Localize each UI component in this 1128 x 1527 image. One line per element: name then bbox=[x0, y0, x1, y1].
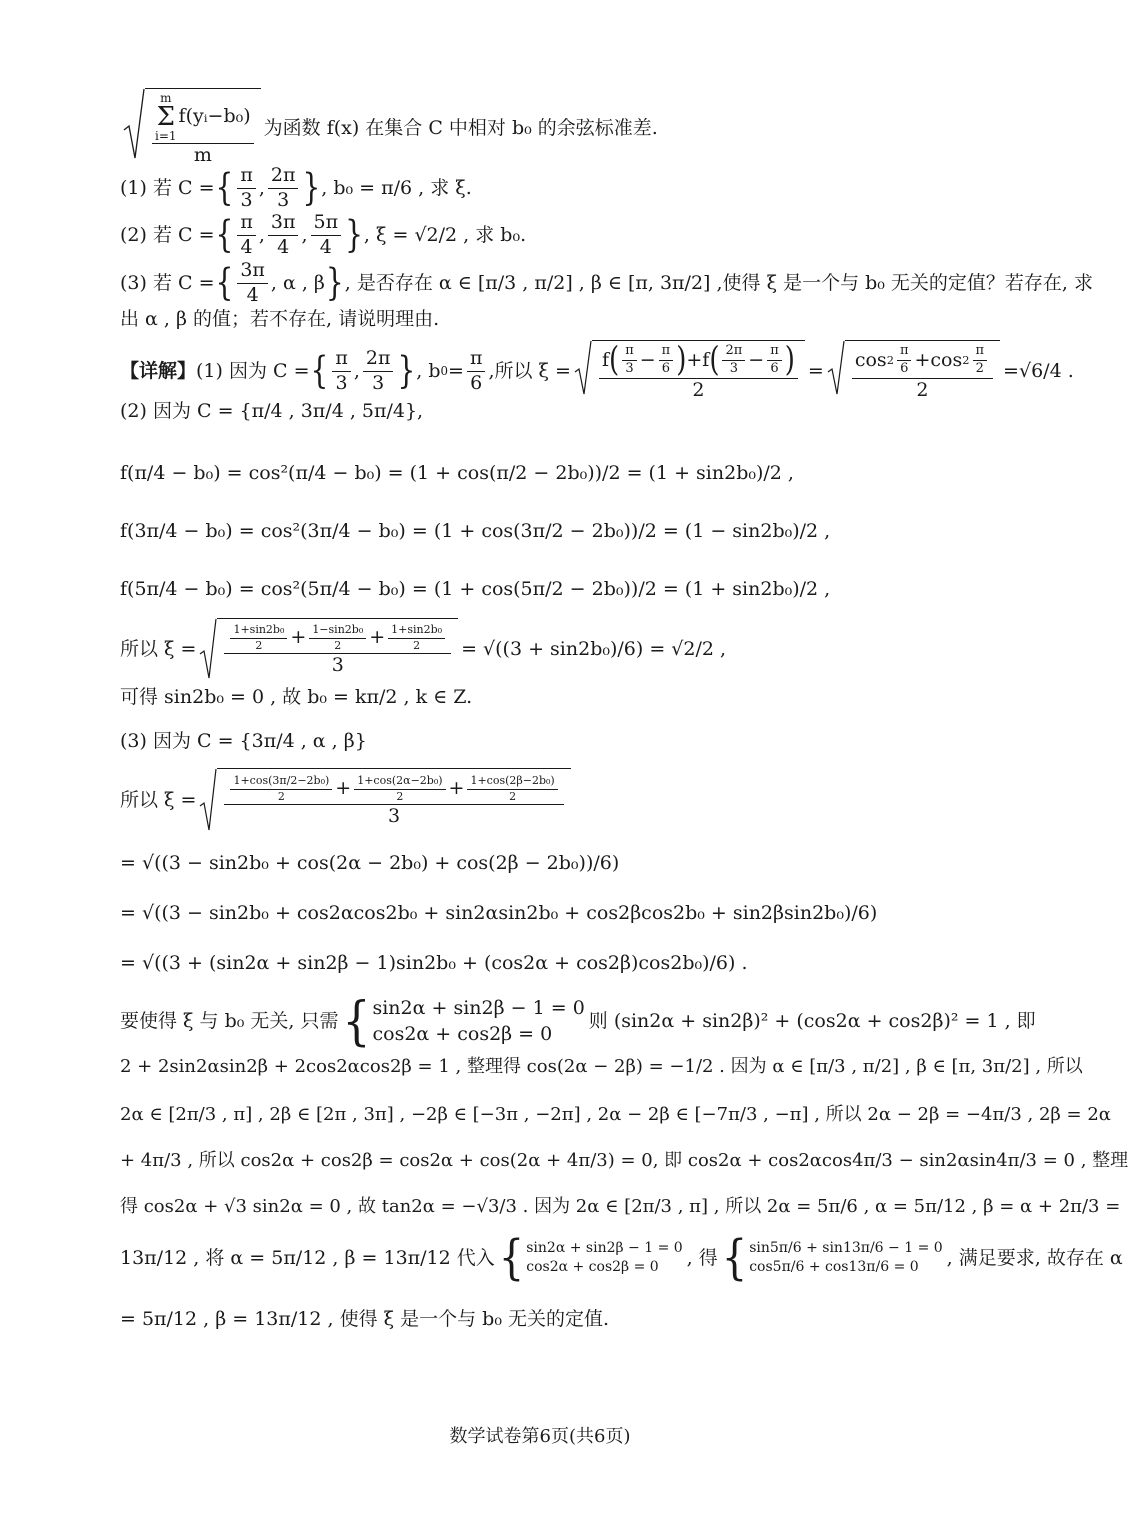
q3-mid: , 是否存在 α ∈ [π/3 , π/2] , β ∈ [π, 3π/2] , bbox=[344, 271, 723, 294]
q3-prefix: (3) 若 C = bbox=[120, 271, 215, 294]
proof-line-3: + 4π/3 , 所以 cos2α + cos2β = cos2α + cos(2α + 4π/3) = 0, 即 cos2α + cos2αcos4π/3 − sin2αsin4π/3 = 0 , 整理 bbox=[120, 1150, 1128, 1171]
question-1: (1) 若 C = { $\frac{\pi}{3}$ , $\frac{2\pi}{3}$ } , b₀ = π/6 , 求 ξ. bbox=[120, 164, 472, 211]
definition-text: 为函数 f(x) 在集合 C 中相对 b₀ 的余弦标准差. bbox=[263, 116, 658, 139]
eq-c: = √((3 + (sin2α + sin2β − 1)sin2b₀ + (cos2α + cos2β)cos2b₀)/6) . bbox=[120, 952, 748, 974]
cond-tail: 则 (sin2α + sin2β)² + (cos2α + cos2β)² = 1 , 即 bbox=[588, 1010, 1036, 1033]
eq-a: = √((3 − sin2b₀ + cos(2α − 2b₀) + cos(2β − 2b₀))/6) bbox=[120, 852, 620, 874]
eq-b: = √((3 − sin2b₀ + cos2αcos2b₀ + sin2αsin2b₀ + cos2βcos2b₀ + sin2βsin2b₀)/6) bbox=[120, 902, 878, 924]
proof-line-5-tail: , 满足要求, 故存在 α bbox=[946, 1246, 1123, 1269]
sum-lower-limit: i=1 bbox=[155, 129, 177, 143]
f-eq-2: f(3π/4 − b₀) = cos²(3π/4 − b₀) = (1 + cos(3π/2 − 2b₀))/2 = (1 − sin2b₀)/2 , bbox=[120, 520, 831, 542]
q2-prefix: (2) 若 C = bbox=[120, 223, 215, 246]
k-line: 可得 sin2b₀ = 0 , 故 b₀ = kπ/2 , k ∈ Z. bbox=[120, 686, 473, 708]
cond-system: { sin2α + sin2β − 1 = 0 cos2α + cos2β = 0 bbox=[342, 990, 585, 1052]
sum-symbol: m Σ i=1 bbox=[155, 91, 177, 143]
solution-tag: 【详解】 bbox=[120, 359, 197, 382]
sub-eq-4: cos5π/6 + cos13π/6 = 0 bbox=[749, 1259, 919, 1275]
xi3-label: 所以 ξ = bbox=[120, 788, 197, 811]
proof-line-5-b: , 得 bbox=[686, 1246, 718, 1269]
condition-line bbox=[120, 990, 1036, 1052]
p1-text: (1) 因为 C = bbox=[196, 359, 310, 382]
p1-tail: 所以 ξ = bbox=[494, 359, 571, 382]
xi2-line: 所以 ξ = $\frac{\text{1+sin2b₀}}{2}$ + $\frac{\text{1−sin2b₀}}{2}$ + $\frac{\text{1+sin2b₀}}{2}$ 3 = √((3 + sin2b₀)/6) = √2/2 , bbox=[120, 618, 726, 680]
xi2-result: = √((3 + sin2b₀)/6) = √2/2 , bbox=[461, 637, 727, 660]
cond-eq-1: sin2α + sin2β − 1 = 0 bbox=[372, 997, 585, 1019]
sqrt-symbol bbox=[123, 88, 261, 168]
q1-prefix: (1) 若 C = bbox=[120, 176, 215, 199]
f-eq-1: f(π/4 − b₀) = cos²(π/4 − b₀) = (1 + cos(π/2 − 2b₀))/2 = (1 + sin2b₀)/2 , bbox=[120, 462, 794, 484]
f-eq-3: f(5π/4 − b₀) = cos²(5π/4 − b₀) = (1 + cos(5π/2 − 2b₀))/2 = (1 + sin2b₀)/2 , bbox=[120, 578, 831, 600]
solution-part-1: 【详解】 (1) 因为 C = { $\frac{\pi}{3}$ , $\frac{2\pi}{3}$ } , b 0 = $\frac{\pi}{6}$ , 所以 ξ = f ( $\frac{\pi}{3}$ − $\frac{\pi}{6}$ ) +f ( $\frac{2\pi}{3}$ − $\frac{\pi}{6}$ ) 2 = cos 2 $\frac{\pi}{6}$ +cos 2 $\frac{\pi}{2}$ 2 = √6/4 . bbox=[120, 340, 1074, 401]
xi2-label: 所以 ξ = bbox=[120, 637, 197, 660]
proof-line-6: = 5π/12 , β = 13π/12 , 使得 ξ 是一个与 b₀ 无关的定值. bbox=[120, 1308, 610, 1330]
cond-prefix: 要使得 ξ 与 b₀ 无关, 只需 bbox=[120, 1010, 339, 1033]
cond-eq-2: cos2α + cos2β = 0 bbox=[372, 1022, 553, 1045]
q1-tail: , b₀ = π/6 , 求 ξ. bbox=[321, 176, 472, 199]
sub-eq-1: sin2α + sin2β − 1 = 0 bbox=[526, 1240, 683, 1257]
q3-tail: 使得 ξ 是一个与 b₀ 无关的定值？若存在, 求 bbox=[722, 271, 1094, 294]
definition-numerator: f(yᵢ−b₀) bbox=[178, 105, 251, 128]
definition-line bbox=[120, 88, 658, 168]
sub-eq-3: sin5π/6 + sin13π/6 − 1 = 0 bbox=[749, 1240, 943, 1257]
proof-line-2: 2α ∈ [2π/3 , π] , 2β ∈ [2π , 3π] , −2β ∈ [−3π , −2π] , 2α − 2β ∈ [−7π/3 , −π] , 所以 2α − 2β = −4π/3 , 2β = 2α bbox=[120, 1104, 1111, 1125]
sub-system-1: { sin2α + sin2β − 1 = 0 cos2α + cos2β = 0 bbox=[498, 1230, 683, 1286]
sub-eq-2: cos2α + cos2β = 0 bbox=[526, 1259, 659, 1275]
p3-text: (3) 因为 C = {3π/4 , α , β} bbox=[120, 730, 367, 752]
question-2: (2) 若 C = { $\frac{\pi}{4}$ , $\frac{3\pi}{4}$ , $\frac{5\pi}{4}$ } , ξ = √2/2 , 求 b₀. bbox=[120, 211, 527, 258]
definition-denominator: m bbox=[193, 144, 212, 166]
q2-tail: , ξ = √2/2 , 求 b₀. bbox=[363, 223, 527, 246]
p2-text: (2) 因为 C = {π/4 , 3π/4 , 5π/4}, bbox=[120, 400, 424, 422]
proof-line-4: 得 cos2α + √3 sin2α = 0 , 故 tan2α = −√3/3 . 因为 2α ∈ [2π/3 , π] , 所以 2α = 5π/6 , α = 5π/12 , β = α + 2π/3 = bbox=[120, 1196, 1121, 1217]
sub-system-2: { sin5π/6 + sin13π/6 − 1 = 0 cos5π/6 + cos13π/6 = 0 bbox=[721, 1230, 943, 1286]
sum-upper-limit: m bbox=[160, 91, 172, 105]
page-footer: 数学试卷第6页(共6页) bbox=[449, 1426, 631, 1447]
xi3-line: 所以 ξ = $\frac{\text{1+cos(3π/2−2b₀)}}{2}$ + $\frac{\text{1+cos(2α−2b₀)}}{2}$ + $\frac{\text{1+cos(2β−2b₀)}}{2}$ 3 bbox=[120, 768, 574, 832]
proof-line-1: 2 + 2sin2αsin2β + 2cos2αcos2β = 1 , 整理得 cos(2α − 2β) = −1/2 . 因为 α ∈ [π/3 , π/2] , β ∈ [π, 3π/2] , 所以 bbox=[120, 1056, 1083, 1077]
p1-result: √6/4 . bbox=[1018, 359, 1074, 382]
question-3: (3) 若 C = { $\frac{3\pi}{4}$ , α , β } , 是否存在 α ∈ [π/3 , π/2] , β ∈ [π, 3π/2] , 使得 ξ 是一个与 b₀ 无关的定值？若存在, 求 bbox=[120, 259, 1094, 306]
q3-line-2: 出 α , β 的值；若不存在, 请说明理由. bbox=[120, 308, 440, 330]
proof-line-5 bbox=[120, 1230, 1123, 1286]
proof-line-5-a: 13π/12 , 将 α = 5π/12 , β = 13π/12 代入 bbox=[120, 1246, 495, 1269]
